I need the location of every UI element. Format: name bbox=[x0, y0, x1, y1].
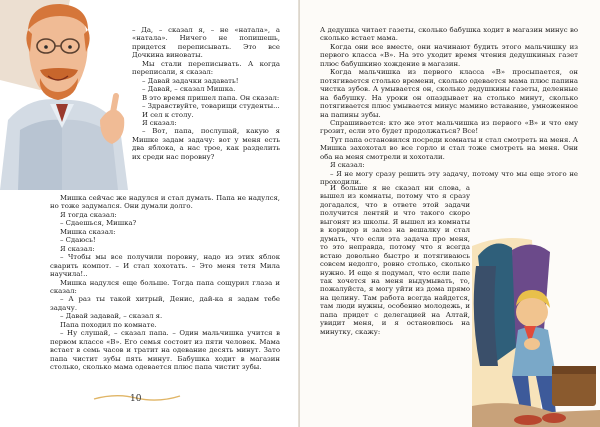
paragraph: Когда мальчишка из первого класса «В» просыпается, он потягивается столько времени, сколько одевается мама плюс папина чистка зубов. А умывается он, сколько дедушкины газеты, деленные на бабушку. На уроки он опаздывает на столько минут, сколько потягивается плюс умывается минус мамино вставание, умноженное на папины зубы. bbox=[320, 68, 578, 119]
left-page-bottom-text bbox=[50, 194, 280, 372]
right-page-top-text bbox=[320, 26, 578, 187]
paragraph: – Я не могу сразу решить эту задачу, потому что мы еще этого не проходили. bbox=[320, 169, 578, 187]
paragraph: – Чтобы мы все получили поровну, надо из этих яблок сварить компот. – И стал хохотать. – Это меня тетя Мила научила!.. bbox=[50, 253, 280, 279]
paragraph: – Ну слушай, – сказал папа. – Один мальчишка учится в первом классе «В». Его семья состоит из пяти человек. Мама встает в семь часов и тратит на одевание десять минут. Зато папа чистит зубы пять минут. Бабушка ходит в магазин столько, сколько мама одевается плюс папа чистит зубы. bbox=[50, 329, 280, 372]
paragraph: – Вот, папа, послушай, какую я Мишке задам задачу: вот у меня есть два яблока, а нас трое, как разделить их среди нас поровну? bbox=[132, 127, 280, 161]
paragraph: – Здравствуйте, товарищи студенты... bbox=[142, 102, 280, 111]
paragraph: Тут папа остановился посреди комнаты и стал смотреть на меня. А Мишка захохотал во все горло и стал тоже смотреть на меня. Они оба на меня смотрели и хохотали. bbox=[320, 135, 578, 161]
paragraph: – Давай задачки задавать! bbox=[142, 76, 239, 85]
paragraph: – Да, – сказал я, – не «натала», а «натала». Ничего не попишешь, придется переписывать. Это все Дочкина виноваты. bbox=[132, 26, 280, 60]
paragraph: Я сказал: bbox=[60, 244, 95, 253]
paragraph: – Давай задавай, – сказал я. bbox=[60, 312, 163, 321]
paragraph: – А раз ты такой хитрый, Денис, дай-ка я задам тебе задачу. bbox=[50, 295, 280, 312]
paragraph: Мы стали переписывать. А когда переписали, я сказал: bbox=[132, 59, 280, 77]
paragraph: – Сдаюсь! bbox=[60, 236, 96, 245]
illustration-father-portrait bbox=[0, 0, 132, 190]
paragraph: Я сказал: bbox=[330, 161, 365, 170]
paragraph: – Сдаешься, Мишка? bbox=[60, 219, 137, 228]
paragraph: – Давай, – сказал Мишка. bbox=[142, 85, 236, 94]
paragraph: Мишка сказал: bbox=[60, 227, 116, 236]
paragraph: И сел к столу. bbox=[142, 110, 194, 119]
left-page-top-text bbox=[132, 26, 280, 161]
right-page-bottom-text bbox=[320, 184, 470, 336]
illustration-boy-under-coat-rack bbox=[472, 226, 600, 427]
paragraph: Мишка надулся еще больше. Тогда папа сощурил глаза и сказал: bbox=[50, 278, 280, 295]
right-page bbox=[300, 0, 600, 427]
paragraph: Папа походил по комнате. bbox=[60, 320, 157, 329]
page-number: 10 bbox=[130, 394, 142, 404]
paragraph: Я тогда сказал: bbox=[60, 210, 117, 219]
paragraph: Когда они все вместе, они начинают будить этого мальчишку из первого класса «В». На это уходит время чтения дедушкиных газет плюс бабушкино хождение в магазин. bbox=[320, 42, 578, 68]
paragraph: Мишка сейчас же надулся и стал думать. Папа не надулся, но тоже задумался. Они думали долго. bbox=[50, 194, 280, 211]
paragraph: Я сказал: bbox=[142, 118, 177, 127]
paragraph: В это время пришел папа. Он сказал: bbox=[142, 93, 280, 102]
paragraph: И больше я не сказал ни слова, а вышел из комнаты, потому что я сразу догадался, что в ответе этой задачи получится лентяй и что такого скоро выгонят из школы. Я вышел из комнаты в коридор и залез на вешалку и стал думать, что если эта задача про меня, то это неправда, потому что я всегда встаю довольно быстро и потягиваюсь совсем недолго, ровно столько, сколько нужно. И еще я подумал, что если папе так хочется на меня выдумывать, то, пожалуйста, я могу уйти из дома прямо на целину. Там работа всегда найдется, там люди нужны, особенно молодежь, и папа придет с делегацией на Алтай, увидит меня, и я остановлюсь на минутку, скажу: bbox=[320, 184, 470, 336]
paragraph: Спрашивается: кто же этот мальчишка из первого «В» и что ему грозит, если это будет продолжаться? Все! bbox=[320, 118, 578, 136]
paragraph: А дедушка читает газеты, сколько бабушка ходит в магазин минус во сколько встает мама. bbox=[320, 26, 578, 43]
